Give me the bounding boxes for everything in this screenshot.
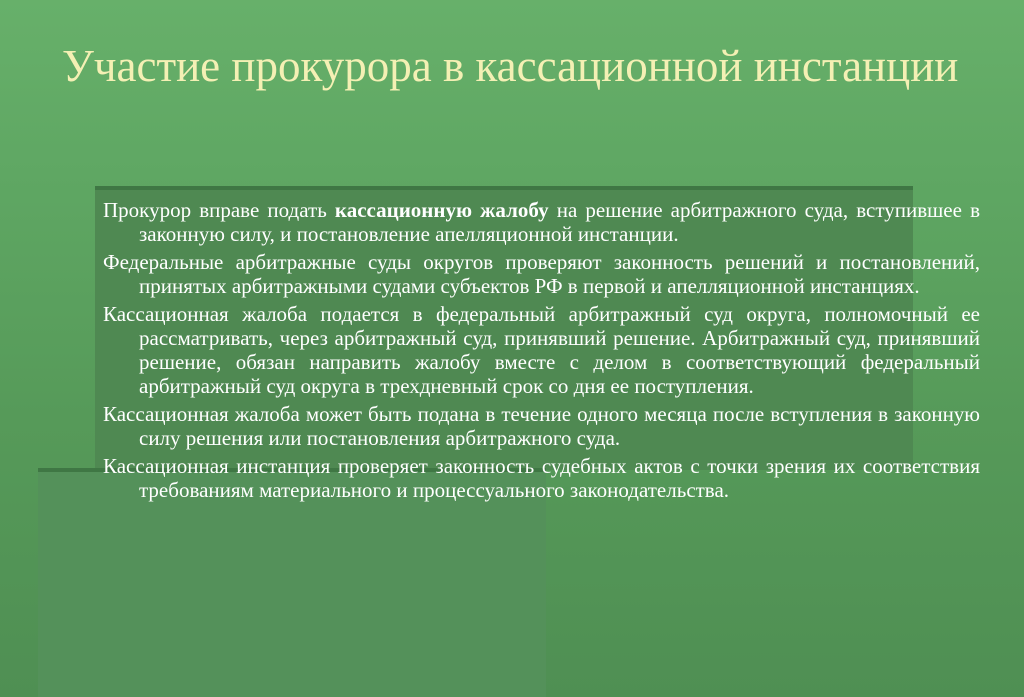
- paragraph-1-text-after: на решение арбитражного суда, вступившее в законную силу, и постановление апелляционной инстанции.: [139, 198, 980, 246]
- slide-body: [103, 198, 980, 506]
- paragraph-4: Кассационная жалоба может быть подана в течение одного месяца после вступления в законную силу решения или постановления арбитражного суда.: [103, 402, 980, 450]
- paragraph-1: [103, 198, 980, 246]
- paragraph-2: Федеральные арбитражные суды округов проверяют законность решений и постановлений, принятых арбитражными судами субъектов РФ в первой и апелляционной инстанциях.: [103, 250, 980, 298]
- decorative-rule-top: [95, 186, 913, 190]
- paragraph-1-emphasis: кассационную жалобу: [334, 198, 549, 222]
- paragraph-5: Кассационная инстанция проверяет законность судебных актов с точки зрения их соответствия требованиям материального и процессуального законодательства.: [103, 454, 980, 502]
- paragraph-3: Кассационная жалоба подается в федеральный арбитражный суд округа, полномочный ее рассматривать, через арбитражный суд, принявший решение. Арбитражный суд, принявший решение, обязан направить жалобу вместе с делом в соответствующий федеральный арбитражный суд округа в трехдневный срок со дня ее поступления.: [103, 302, 980, 398]
- paragraph-1-text-before: Прокурор вправе подать: [103, 198, 335, 222]
- slide-title: Участие прокурора в кассационной инстанции: [62, 41, 959, 91]
